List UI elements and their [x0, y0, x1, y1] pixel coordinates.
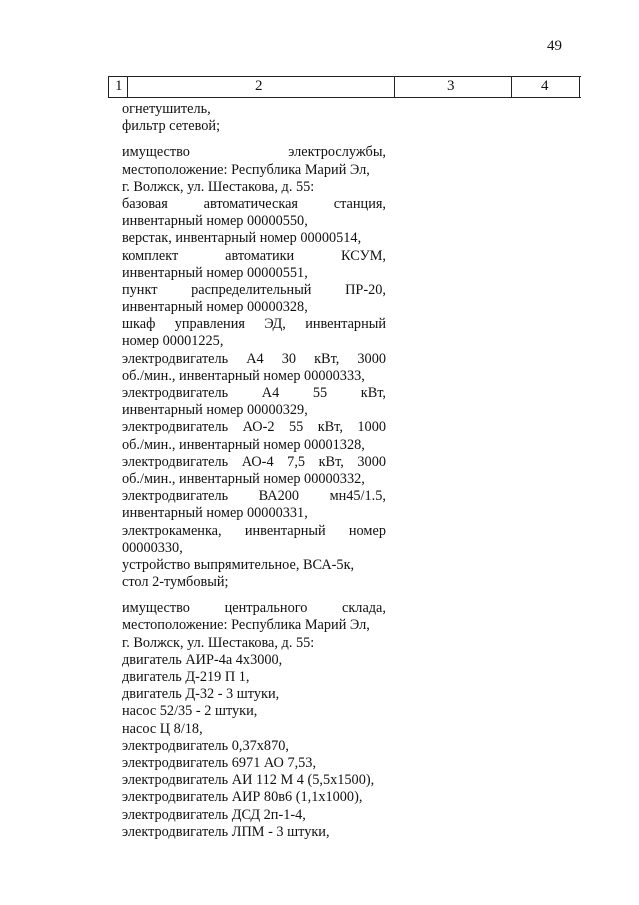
text-line: об./мин., инвентарный номер 00001328,	[122, 436, 365, 453]
text-line	[122, 196, 386, 213]
text-line: инвентарный номер 00000331,	[122, 505, 308, 522]
text-line	[122, 523, 386, 540]
text-line: об./мин., инвентарный номер 00000333,	[122, 367, 365, 384]
word: электродвигатель	[122, 350, 229, 367]
text-line: электродвигатель ЛПМ - 3 штуки,	[122, 823, 330, 840]
word: кВт,	[314, 350, 340, 367]
text-line: насос 52/35 - 2 штуки,	[122, 703, 258, 720]
text-line	[122, 419, 386, 436]
text-line: огнетушитель,	[122, 101, 211, 117]
text-line: инвентарный номер 00000328,	[122, 299, 308, 316]
word: автоматики	[225, 247, 295, 264]
word: электродвигатель	[122, 488, 229, 505]
word: 55	[288, 419, 304, 436]
text-line: двигатель Д-219 П 1,	[122, 669, 250, 685]
word: электрослужбы,	[288, 144, 386, 161]
word: имущество	[122, 600, 190, 617]
word: электрокаменка,	[122, 522, 222, 539]
text-line: об./мин., инвентарный номер 00000332,	[122, 470, 365, 487]
text-line: электродвигатель АИР 80в6 (1,1х1000),	[122, 789, 363, 806]
word: мн45/1.5,	[329, 488, 386, 505]
text-line: инвентарный номер 00000329,	[122, 402, 308, 419]
text-line: инвентарный номер 00000551,	[122, 264, 308, 281]
word: инвентарный	[244, 522, 326, 539]
text-line: номер 00001225,	[122, 333, 224, 350]
word: склада,	[342, 600, 386, 617]
column-number-4: 4	[541, 78, 549, 94]
page-number: 49	[547, 38, 562, 54]
table-header-row	[108, 76, 581, 98]
word: электродвигатель	[122, 419, 229, 436]
text-line	[122, 144, 386, 161]
word: шкаф	[122, 316, 156, 333]
text-line: местоположение: Республика Марий Эл,	[122, 161, 370, 178]
text-line: верстак, инвентарный номер 00000514,	[122, 230, 362, 247]
word: электродвигатель	[122, 453, 229, 470]
word: базовая	[122, 195, 168, 212]
text-line	[122, 282, 386, 299]
text-line	[122, 454, 386, 471]
text-line: электродвигатель АИ 112 М 4 (5,5х1500),	[122, 772, 375, 789]
text-line: электродвигатель ДСД 2п-1-4,	[122, 806, 306, 823]
text-line: инвентарный номер 00000550,	[122, 213, 308, 230]
word: ВА200	[258, 488, 300, 505]
text-line: 00000330,	[122, 539, 183, 556]
word: пункт	[122, 281, 158, 298]
word: 55	[312, 385, 328, 401]
word: А4	[261, 385, 280, 401]
word: электродвигатель	[122, 385, 229, 401]
paragraph-gap	[122, 135, 386, 144]
text-line	[122, 248, 386, 265]
column-number-2: 2	[255, 78, 263, 94]
text-line: электродвигатель 0,37х870,	[122, 737, 289, 754]
word: А4	[246, 350, 264, 367]
word: номер	[348, 522, 386, 539]
word: инвентарный	[305, 316, 386, 333]
word: станция,	[333, 195, 386, 212]
word: АО-2	[242, 419, 275, 436]
word: распределительный	[191, 281, 312, 298]
text-line: устройство выпрямительное, ВСА-5к,	[122, 556, 355, 573]
text-line: насос Ц 8/18,	[122, 720, 203, 737]
text-line: двигатель АИР-4а 4х3000,	[122, 651, 283, 668]
word: ПР-20,	[345, 281, 386, 298]
text-line	[122, 488, 386, 505]
word: кВт,	[360, 385, 386, 401]
word: управления	[174, 316, 245, 333]
column-number-1: 1	[115, 78, 123, 94]
word: АО-4	[241, 453, 274, 470]
word: имущество	[122, 144, 190, 161]
text-line: стол 2-тумбовый;	[122, 574, 229, 591]
word: комплект	[122, 247, 179, 264]
word: 1000	[357, 419, 386, 436]
text-line: электродвигатель 6971 АО 7,53,	[122, 754, 317, 771]
word: кВт,	[318, 453, 344, 470]
word: 3000	[357, 453, 386, 470]
column-number-3: 3	[447, 78, 455, 94]
word: кВт,	[317, 419, 343, 436]
word: 7,5	[287, 453, 306, 470]
text-line	[122, 351, 386, 368]
property-list	[122, 101, 386, 841]
text-line	[122, 385, 386, 402]
text-line	[122, 316, 386, 333]
word: автоматическая	[203, 195, 298, 212]
text-line: местоположение: Республика Марий Эл,	[122, 617, 370, 634]
text-line: г. Волжск, ул. Шестакова, д. 55:	[122, 634, 315, 651]
word: центрального	[224, 600, 308, 617]
text-line: двигатель Д-32 - 3 штуки,	[122, 686, 280, 703]
text-line: г. Волжск, ул. Шестакова, д. 55:	[122, 178, 315, 195]
word: ЭД,	[264, 316, 286, 333]
word: КСУМ,	[341, 247, 386, 264]
paragraph-gap	[122, 591, 386, 600]
text-line	[122, 600, 386, 617]
word: 30	[281, 350, 297, 367]
word: 3000	[357, 350, 386, 367]
text-line: фильтр сетевой;	[122, 118, 221, 135]
